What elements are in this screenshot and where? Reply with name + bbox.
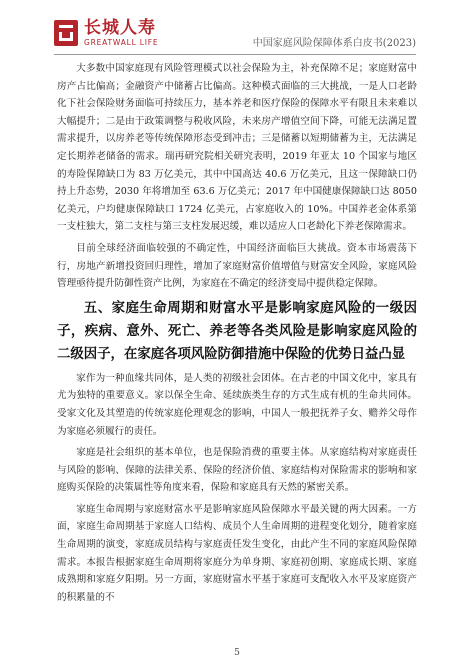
header-divider [54,54,416,55]
body-paragraph: 家作为一种血缘共同体，是人类的初级社会团体。在古老的中国文化中，家具有尤为独特的重要意义。家以保全生命、延续族类生存的方式生成有机的生命共同体。受家文化及其塑造的传统家庭伦理观念的影响，中国人一般把抚养子女、赡养父母作为家庭必须履行的责任。 [57,372,417,437]
body-paragraph: 大多数中国家庭现有风险管理模式以社会保险为主，补充保障不足；家庭财富中房产占比偏高；金融资产中储蓄占比偏高。这种模式面临的三大挑战，一是人口老龄化下社会保险财务面临可持续压力，基本养老和医疗保险的保障水平有限且未来难以大幅提升；二是由于政策调整与税收风险，未来房产增值空间下降，可能无法满足置需求提升，以房养老等传统保障形态受到冲击；三是储蓄以短期储蓄为主，无法满足定长期养老储备的需求。瑞再研究院相关研究表明，2019 年亚太 10 个国家与地区的寿险保障缺口为 83 万亿美元，其中中国高达 40.6 万亿美元，且这一保障缺口仍持上升态势，2030 年将增加至 63.6 万亿美元；2017 年中国健康保障缺口达 8050 亿美元，户均健康保障缺口 1724 亿美元，占家庭收入的 10%。中国养老金体系第一支柱独大，第二支柱与第三支柱发展迟缓，难以适应人口老龄化下养老保障需求。 [57,63,417,233]
great-wall-emblem-icon [54,20,78,46]
logo-english-name: GREATWALL LIFE [84,38,159,47]
page-content [57,60,417,610]
body-paragraph: 家庭生命周期与家庭财富水平是影响家庭风险保障水平最关键的两大因素。一方面，家庭生命周期基于家庭人口结构、成员个人生命周期的进程变化划分，随着家庭生命周期的演变，家庭成员结构与家庭责任发生变化，由此产生不同的家庭风险保障需求。本报告根据家庭生命周期将家庭分为单身期、家庭初创期、家庭成长期、家庭成熟期和家庭夕阳期。另一方面，家庭财富水平基于家庭可支配收入水平及家庭资产的积累量的不 [57,503,417,603]
logo-chinese-name: 长城人寿 [84,18,156,38]
greatwall-life-logo [54,18,214,52]
section-heading: 五、家庭生命周期和财富水平是影响家庭风险的一级因子，疾病、意外、死亡、养老等各类风险是影响家庭风险的二级因子，在家庭各项风险防御措施中保险的优势日益凸显 [57,299,417,362]
body-paragraph: 目前全球经济面临较强的不确定性，中国经济面临巨大挑战。资本市场震荡下行，房地产新增投资回归理性，增加了家庭财富价值增值与财富安全风险，家庭风险管理亟待提升防御性资产比例，为家庭在不确定的经济变局中提供稳定保障。 [57,242,417,290]
page-number: 5 [234,648,240,658]
body-paragraph: 家庭是社会组织的基本单位，也是保险消费的重要主体。从家庭结构对家庭责任与风险的影响、保障的法律关系、保险的经济价值、家庭结构对保险需求的影响和家庭购买保险的决策属性等角度来看，保险和家庭具有天然的紧密关系。 [57,447,417,494]
page-header [0,0,474,54]
document-title: 中国家庭风险保障体系白皮书(2023) [252,38,416,49]
